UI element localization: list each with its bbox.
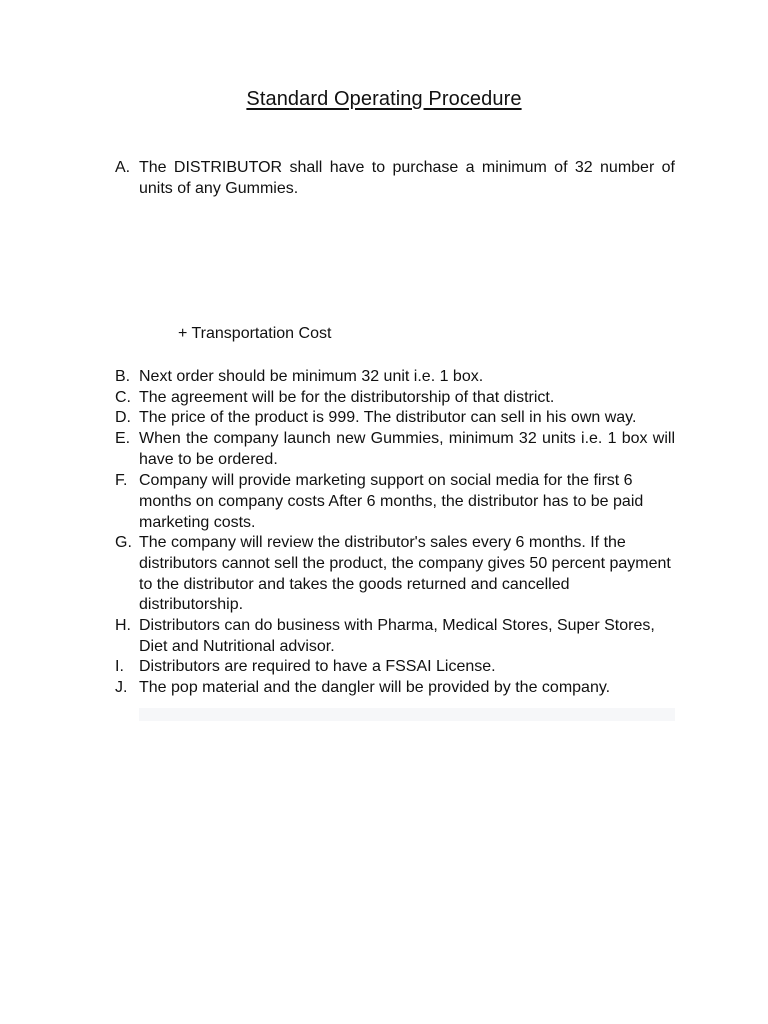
empty-paragraph-shading xyxy=(139,708,675,721)
list-item-text: The price of the product is 999. The distributor can sell in his own way. xyxy=(139,409,637,426)
list-item-letter: A. xyxy=(115,159,131,176)
list-item-g xyxy=(115,533,675,616)
list-item-letter: F. xyxy=(115,472,128,489)
list-item-text: Next order should be minimum 32 unit i.e. 1 box. xyxy=(139,368,484,385)
list-item-text: When the company launch new Gummies, minimum 32 units i.e. 1 box will have to be ordered. xyxy=(139,430,675,468)
transportation-cost-note: + Transportation Cost xyxy=(178,325,332,342)
page-title: Standard Operating Procedure xyxy=(246,88,522,110)
list-item-letter: B. xyxy=(115,368,131,385)
list-item-letter: G. xyxy=(115,534,132,551)
list-item-text: The agreement will be for the distributorship of that district. xyxy=(139,388,555,406)
list-item-letter: J. xyxy=(115,679,128,696)
list-item-text: The company will review the distributor's sales every 6 months. If the distributors cannot sell the product, the company gives 50 percent payment to the distributor and takes the goods returned and cancelled distributorship. xyxy=(139,534,671,614)
list-item-letter: H. xyxy=(115,617,131,634)
list-item-letter: D. xyxy=(115,409,131,426)
list-item-a xyxy=(115,158,675,200)
list-item-letter: E. xyxy=(115,430,131,447)
list-item-b xyxy=(115,367,675,388)
list-item-h xyxy=(115,616,675,658)
list-item-text: The pop material and the dangler will be provided by the company. xyxy=(139,679,611,696)
list-item-d xyxy=(115,408,675,429)
list-item-text: Distributors are required to have a FSSAI License. xyxy=(139,658,496,675)
list-item-text: Company will provide marketing support on social media for the first 6 months on company costs After 6 months, the distributor has to be paid marketing costs. xyxy=(139,472,644,531)
list-item-letter: I. xyxy=(115,658,124,675)
list-item-c xyxy=(115,388,675,409)
list-item-text: Distributors can do business with Pharma, Medical Stores, Super Stores, Diet and Nutritional advisor. xyxy=(139,617,655,655)
list-item-j xyxy=(115,678,675,699)
list-item-text: The DISTRIBUTOR shall have to purchase a minimum of 32 number of units of any Gummies. xyxy=(139,159,675,197)
list-item-f xyxy=(115,471,675,533)
list-item-e xyxy=(115,429,675,471)
list-item-i xyxy=(115,657,675,678)
list-item-letter: C. xyxy=(115,388,131,406)
